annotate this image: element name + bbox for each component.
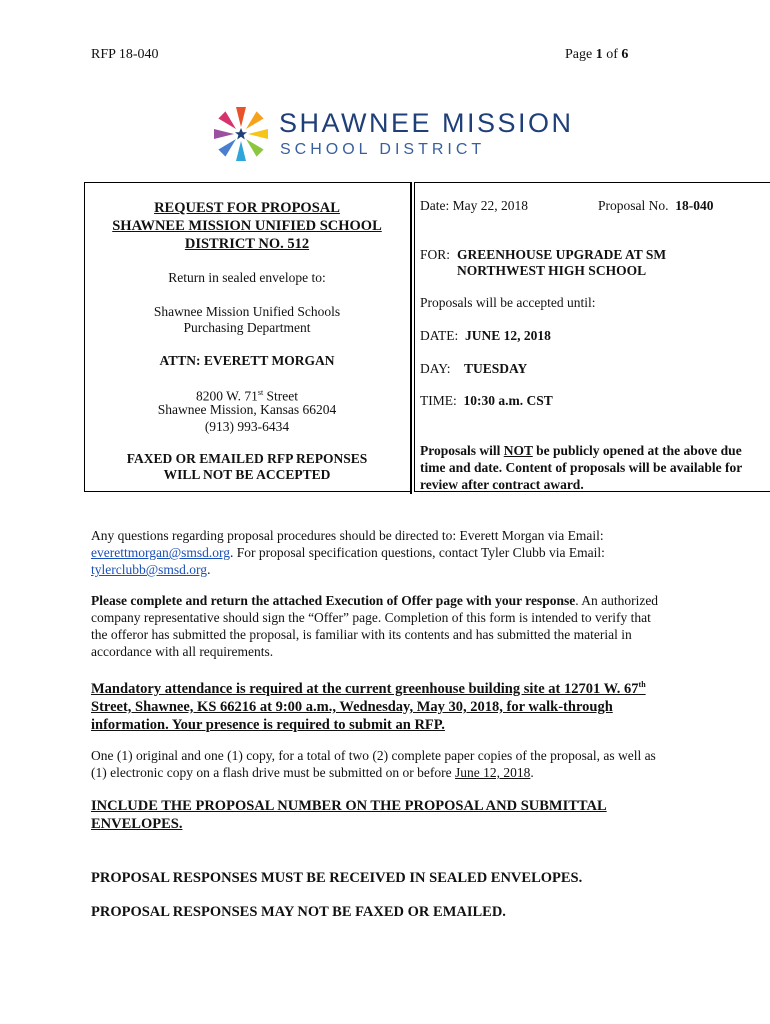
questions-paragraph: Any questions regarding proposal procedures should be directed to: Everett Morgan via Email: everettmorgan@smsd.org. For proposal specification questions, contact Tyler Clubb via Email: tylerclubb@smsd.org. [91, 528, 605, 577]
include-proposal-number: INCLUDE THE PROPOSAL NUMBER ON THE PROPOSAL AND SUBMITTAL ENVELOPES. [91, 798, 607, 832]
sealed-envelopes-notice: PROPOSAL RESPONSES MUST BE RECEIVED IN SEALED ENVELOPES. [91, 870, 583, 886]
copies-paragraph: One (1) original and one (1) copy, for a total of two (2) complete paper copies of the proposal, as well as (1) electronic copy on a flash drive must be submitted on or before June 12, 2018. [91, 748, 656, 780]
due-date: DATE: JUNE 12, 2018 [420, 328, 551, 343]
project-line1: GREENHOUSE UPGRADE AT SM [457, 247, 667, 262]
project-line2: NORTHWEST HIGH SCHOOL [457, 263, 647, 278]
no-fax-notice: PROPOSAL RESPONSES MAY NOT BE FAXED OR EMAILED. [91, 904, 506, 920]
org-department: Purchasing Department [183, 320, 311, 335]
execution-offer-paragraph: Please complete and return the attached Execution of Offer page with your response. An authorized company representative should sign the “Offer” page. Completion of this form is intended to verify that the offeror has submitted the proposal, is familiar with its contents and has submitted the material in accordance with all requirements. [91, 593, 659, 659]
address-line1: 8200 W. 71st Street [195, 388, 299, 404]
accepted-until: Proposals will be accepted until: [420, 295, 596, 310]
page-indicator: Page 1 of 6 [565, 47, 629, 62]
rfp-title-line1: REQUEST FOR PROPOSAL [154, 200, 340, 216]
email-link-clubb[interactable]: tylerclubb@smsd.org [91, 562, 208, 577]
due-day: DAY: TUESDAY [420, 361, 528, 376]
box-divider [410, 182, 412, 494]
warning-line1: FAXED OR EMAILED RFP REPONSES [126, 451, 368, 466]
warning-line2: WILL NOT BE ACCEPTED [163, 467, 331, 482]
org-name: Shawnee Mission Unified Schools [153, 304, 341, 319]
district-logo-icon [208, 104, 274, 164]
address-line2: Shawnee Mission, Kansas 66204 [157, 402, 337, 417]
rfp-number: RFP 18-040 [91, 47, 159, 62]
logo-subtitle: SCHOOL DISTRICT [280, 141, 486, 158]
return-instruction: Return in sealed envelope to: [168, 270, 326, 285]
attn-line: ATTN: EVERETT MORGAN [159, 353, 335, 368]
due-time: TIME: 10:30 a.m. CST [420, 393, 553, 408]
email-link-morgan[interactable]: everettmorgan@smsd.org [91, 545, 231, 560]
rfp-date: Date: May 22, 2018 [420, 198, 528, 213]
rfp-title-line3: DISTRICT NO. 512 [184, 236, 310, 252]
mandatory-attendance: Mandatory attendance is required at the current greenhouse building site at 12701 W. 67th Street, Shawnee, KS 66216 at 9:00 a.m., Wednesday, May 30, 2018, for walk-through information. Your presence is required to submit an RFP. [91, 680, 646, 733]
opening-note: Proposals will NOT be publicly opened at the above due time and date. Content of proposals will be available for review after contract award. [420, 443, 743, 492]
for-label: FOR: [420, 247, 451, 262]
rfp-title-line2: SHAWNEE MISSION UNIFIED SCHOOL [112, 218, 382, 234]
phone-number: (913) 993-6434 [204, 419, 290, 434]
proposal-number: Proposal No. 18-040 [598, 198, 714, 213]
logo-title: SHAWNEE MISSION [279, 108, 574, 138]
